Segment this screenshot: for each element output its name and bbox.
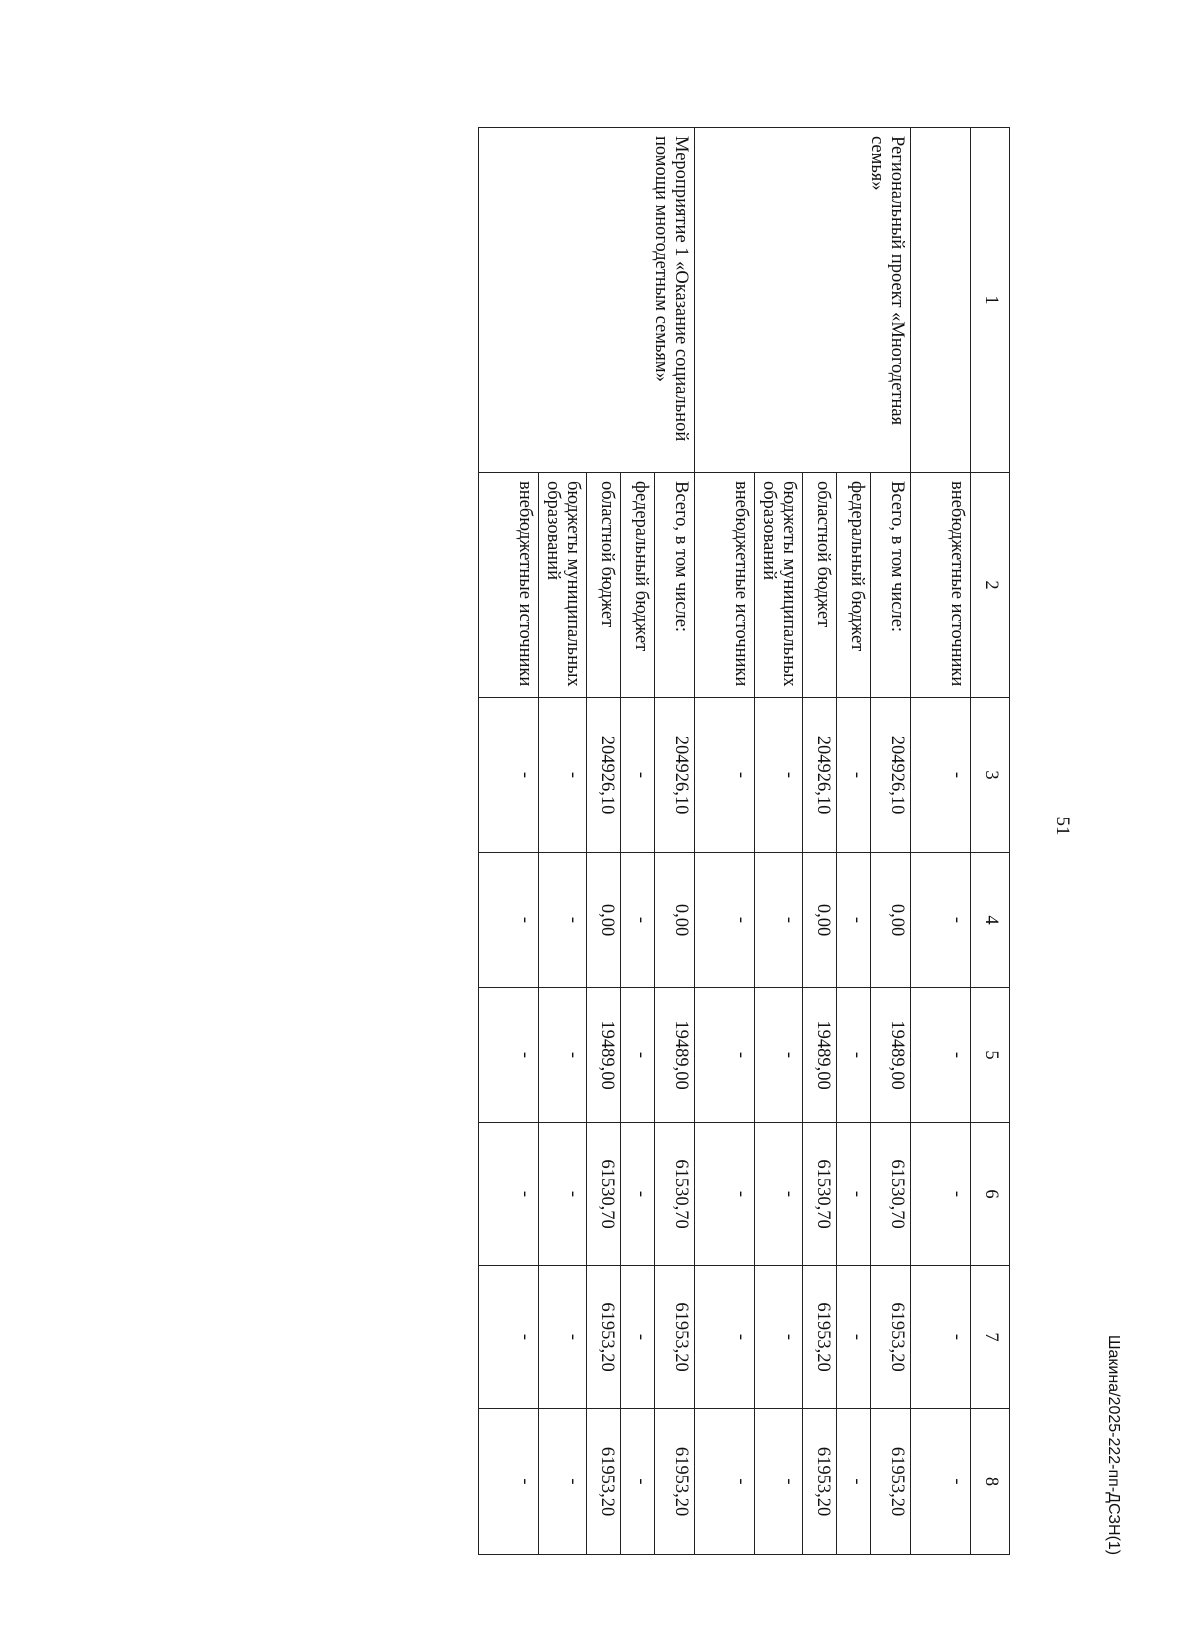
value-cell: - — [911, 698, 971, 853]
value-cell: - — [837, 1266, 871, 1409]
table-row — [655, 128, 695, 1555]
value-cell: - — [911, 988, 971, 1123]
value-cell: 204926,10 — [871, 698, 911, 853]
value-cell: - — [837, 1409, 871, 1555]
value-cell: - — [755, 853, 803, 988]
value-cell: 0,00 — [803, 853, 837, 988]
value-cell: - — [755, 1123, 803, 1266]
value-cell: - — [911, 1266, 971, 1409]
value-cell: - — [479, 1409, 539, 1555]
table-row — [871, 128, 911, 1555]
value-cell: - — [695, 1123, 755, 1266]
value-cell: 0,00 — [587, 853, 621, 988]
value-cell: 204926,10 — [655, 698, 695, 853]
value-cell: 61953,20 — [871, 1409, 911, 1555]
value-cell: - — [539, 853, 587, 988]
funding-source-cell: федеральный бюджет — [837, 473, 871, 698]
value-cell: - — [621, 988, 655, 1123]
table-row — [911, 128, 971, 1555]
funding-source-cell: Всего, в том числе: — [871, 473, 911, 698]
value-cell: - — [539, 1123, 587, 1266]
value-cell: - — [911, 1123, 971, 1266]
header-cell: 5 — [971, 988, 1010, 1123]
document-reference: Шакина/2025-222-пп-ДСЗН(1) — [1105, 1334, 1122, 1556]
value-cell: - — [755, 988, 803, 1123]
value-cell: 61953,20 — [587, 1266, 621, 1409]
value-cell: 61953,20 — [803, 1409, 837, 1555]
budget-table — [478, 127, 1010, 1555]
funding-source-cell: федеральный бюджет — [621, 473, 655, 698]
header-cell: 8 — [971, 1409, 1010, 1555]
funding-source-cell: бюджеты муниципальных образований — [755, 473, 803, 698]
value-cell: 61953,20 — [871, 1266, 911, 1409]
value-cell: - — [621, 1409, 655, 1555]
funding-source-cell: областной бюджет — [587, 473, 621, 698]
header-row — [971, 128, 1010, 1555]
value-cell: 61953,20 — [803, 1266, 837, 1409]
value-cell: - — [539, 988, 587, 1123]
value-cell: - — [539, 698, 587, 853]
funding-source-cell: внебюджетные источники — [911, 473, 971, 698]
value-cell: - — [479, 988, 539, 1123]
header-cell: 6 — [971, 1123, 1010, 1266]
empty-name-cell — [911, 128, 971, 473]
value-cell: 204926,10 — [587, 698, 621, 853]
value-cell: 19489,00 — [871, 988, 911, 1123]
value-cell: 19489,00 — [803, 988, 837, 1123]
value-cell: 61530,70 — [587, 1123, 621, 1266]
project-name-cell: Региональный проект «Многодетная семья» — [695, 128, 911, 473]
value-cell: 19489,00 — [655, 988, 695, 1123]
funding-source-cell: бюджеты муниципальных образований — [539, 473, 587, 698]
funding-source-cell: областной бюджет — [803, 473, 837, 698]
value-cell: - — [695, 988, 755, 1123]
value-cell: 0,00 — [871, 853, 911, 988]
value-cell: - — [755, 1409, 803, 1555]
page-number: 51 — [1052, 816, 1073, 836]
header-cell: 4 — [971, 853, 1010, 988]
value-cell: 61530,70 — [655, 1123, 695, 1266]
value-cell: - — [837, 988, 871, 1123]
header-cell: 2 — [971, 473, 1010, 698]
table-rotor — [295, 127, 1010, 1554]
value-cell: - — [621, 1266, 655, 1409]
value-cell: - — [911, 853, 971, 988]
value-cell: - — [837, 853, 871, 988]
value-cell: - — [695, 698, 755, 853]
funding-source-cell: внебюджетные источники — [695, 473, 755, 698]
value-cell: - — [539, 1266, 587, 1409]
value-cell: - — [695, 1409, 755, 1555]
value-cell: - — [479, 1266, 539, 1409]
value-cell: - — [755, 698, 803, 853]
value-cell: - — [621, 853, 655, 988]
measure-name-cell: Мероприятие 1 «Оказание социальной помощи многодетным семьям» — [479, 128, 695, 473]
value-cell: - — [755, 1266, 803, 1409]
value-cell: 61530,70 — [803, 1123, 837, 1266]
value-cell: - — [695, 853, 755, 988]
header-cell: 3 — [971, 698, 1010, 853]
funding-source-cell: Всего, в том числе: — [655, 473, 695, 698]
value-cell: - — [837, 698, 871, 853]
value-cell: - — [621, 698, 655, 853]
value-cell: - — [479, 698, 539, 853]
value-cell: - — [695, 1266, 755, 1409]
value-cell: - — [539, 1409, 587, 1555]
header-cell: 1 — [971, 128, 1010, 473]
header-cell: 7 — [971, 1266, 1010, 1409]
value-cell: - — [479, 853, 539, 988]
value-cell: 61953,20 — [655, 1409, 695, 1555]
value-cell: 204926,10 — [803, 698, 837, 853]
value-cell: - — [837, 1123, 871, 1266]
value-cell: - — [621, 1123, 655, 1266]
value-cell: 19489,00 — [587, 988, 621, 1123]
table-landscape — [295, 127, 1010, 1554]
value-cell: 0,00 — [655, 853, 695, 988]
value-cell: 61530,70 — [871, 1123, 911, 1266]
value-cell: 61953,20 — [655, 1266, 695, 1409]
value-cell: - — [479, 1123, 539, 1266]
funding-source-cell: внебюджетные источники — [479, 473, 539, 698]
value-cell: - — [911, 1409, 971, 1555]
value-cell: 61953,20 — [587, 1409, 621, 1555]
